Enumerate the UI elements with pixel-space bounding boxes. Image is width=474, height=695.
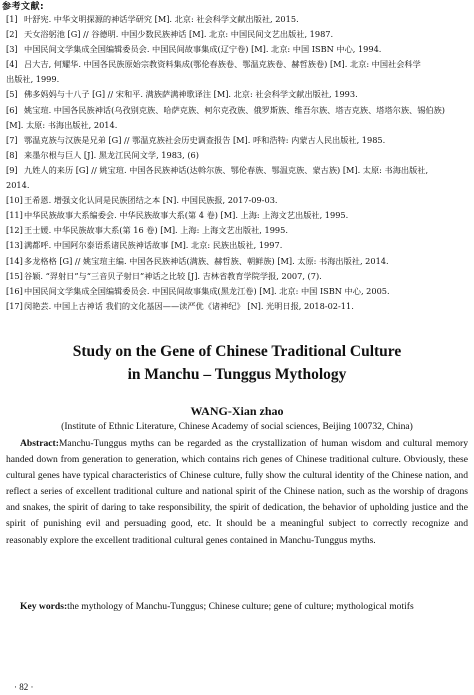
reference-text: 鄂温克族与汉族是兄弟 [G] // 鄂温克族社会历史调查报告 [M]. 呼和浩特: 内蒙古人民出版社, 1985. (24, 134, 386, 145)
reference-item (6, 27, 468, 42)
reference-text: 九姓人的来历 [G] // 姚宝瑄. 中国各民族神话(达斡尔族、鄂伦春族、鄂温克族、蒙古族) [M]. 太原: 书海出版社, (24, 164, 429, 175)
reference-item (6, 57, 468, 72)
reference-text: 中国民间文学集成全国编辑委员会. 中国民间故事集成(黑龙江卷) [M]. 北京: 中国 ISBN 中心, 2005. (24, 285, 390, 296)
keywords (6, 599, 468, 615)
page-number: · 82 · (14, 682, 34, 692)
reference-number: [13] (6, 240, 23, 251)
reference-text: 王希恩. 增强文化认同是民族团结之本 [N]. 中国民族报, 2017-09-03. (24, 195, 278, 206)
reference-item (6, 299, 468, 314)
abstract (6, 436, 468, 549)
abstract-label: Abstract: (20, 438, 59, 449)
reference-item (6, 12, 468, 27)
reference-text: 中国民间文学集成全国编辑委员会. 中国民间故事集成(辽宁卷) [M]. 北京: 中国 ISBN 中心, 1994. (24, 44, 382, 55)
reference-number: [2] (6, 29, 18, 40)
reference-text: 出版社, 1999. (6, 74, 60, 85)
author-affiliation: (Institute of Ethnic Literature, Chinese Academy of social sciences, Beijing 100732, China) (61, 421, 413, 432)
reference-text: 闵艳芸. 中国上古神话 我们的文化基因——读严优《诸神纪》 [N]. 光明日报, 2018-02-11. (24, 300, 354, 311)
reference-item-continuation (6, 72, 468, 87)
reference-number: [17] (6, 300, 23, 311)
reference-number: [1] (6, 14, 18, 24)
reference-text: 叶舒宪. 中华文明探源的神话学研究 [M]. 北京: 社会科学文献出版社, 2015. (24, 14, 299, 24)
references-list (6, 12, 468, 314)
reference-text: 佛多妈妈与十八子 [G] // 宋和平. 满族萨满神歌译注 [M]. 北京: 社会科学文献出版社, 1993. (24, 89, 358, 100)
reference-item (6, 269, 468, 284)
reference-number: [4] (6, 59, 18, 70)
reference-item (6, 87, 468, 102)
reference-number: [15] (6, 270, 23, 281)
reference-number: [9] (6, 164, 18, 175)
reference-text: 多龙格格 [G] // 姚宝瑄主编. 中国各民族神话(满族、赫哲族、朝鲜族) [M]. 太原: 书海出版社, 2014. (24, 255, 389, 266)
reference-text: 中华民族故事大系编委会. 中华民族故事大系(第 4 卷) [M]. 上海: 上海文艺出版社, 1995. (24, 210, 349, 221)
reference-item (6, 42, 468, 57)
reference-item (6, 208, 468, 223)
reference-number: [5] (6, 89, 18, 100)
abstract-text: Manchu-Tunggus myths can be regarded as the crystallization of human wisdom and cultural memory handed down from generation to generation, which contains rich genes of Chinese traditional culture. Obviously, these cultural genes have typical characteristics of Chinese culture, fully show the cultural identity of the Chinese nation, and reflect a series of excellent traditional culture and national spirit of the Chinese nation, such as the worship of dragons and snakes, the spirit of daring to take responsibility, the spirit of dedication, the behavior of upholding justice and the spirit of punishing evil and persuading good, etc. It should be a meaningful subject to correctly recognize and reasonably explore the excellent traditional cultural genes contained in Manchu-Tunggus myths. (6, 438, 468, 546)
reference-item (6, 148, 468, 163)
reference-item (6, 284, 468, 299)
reference-item (6, 133, 468, 148)
reference-item (6, 238, 468, 253)
reference-number: [3] (6, 44, 18, 55)
reference-text: 吕大吉, 何耀华. 中国各民族原始宗教资料集成(鄂伦春族卷、鄂温克族卷、赫哲族卷) [M]. 北京: 中国社会科学 (24, 59, 421, 70)
reference-text: 天女浴躬池 [G] // 谷德明. 中国少数民族神话 [M]. 北京: 中国民间文艺出版社, 1987. (24, 29, 334, 40)
reference-text: 谷颖. “羿射日”与“三音贝子射日”神话之比较 [J]. 吉林省教育学院学报, 2007, (7). (24, 270, 322, 281)
reference-number: [10] (6, 195, 23, 206)
author-name: WANG-Xian zhao (190, 404, 284, 418)
reference-text: 王士媛. 中华民族故事大系(第 16 卷) [M]. 上海: 上海文艺出版社, 1995. (24, 225, 288, 236)
reference-item-continuation (6, 118, 468, 133)
reference-text: 2014. (6, 180, 30, 191)
reference-number: [6] (6, 104, 18, 115)
reference-number: [11] (6, 210, 23, 221)
reference-number: [16] (6, 285, 23, 296)
reference-text: 姚宝瑄. 中国各民族神话(乌孜别克族、哈萨克族、柯尔克孜族、俄罗斯族、维吾尔族、塔吉克族、塔塔尔族、锡伯族) (24, 104, 445, 115)
reference-text: 来墨尔根与巨人 [J]. 黑龙江民间文学, 1983, (6) (24, 149, 199, 160)
references-heading: 参考文献: (2, 2, 45, 12)
reference-number: [7] (6, 134, 18, 145)
reference-number: [12] (6, 225, 23, 236)
reference-item (6, 163, 468, 178)
reference-text: [M]. 太原: 书海出版社, 2014. (6, 119, 118, 130)
english-title-line-1: Study on the Gene of Chinese Traditional Culture (72, 343, 402, 360)
keywords-text: the mythology of Manchu-Tunggus; Chinese culture; gene of culture; mythological motifs (67, 601, 414, 612)
reference-text: 满都呼. 中国阿尔泰语系诸民族神话故事 [M]. 北京: 民族出版社, 1997. (24, 240, 283, 251)
reference-item-continuation (6, 178, 468, 193)
reference-item (6, 193, 468, 208)
reference-item (6, 254, 468, 269)
english-title-line-2: in Manchu – Tunggus Mythology (127, 366, 347, 383)
keywords-label: Key words: (20, 601, 68, 612)
reference-item (6, 223, 468, 238)
reference-number: [8] (6, 149, 18, 160)
reference-item (6, 103, 468, 118)
reference-number: [14] (6, 255, 23, 266)
